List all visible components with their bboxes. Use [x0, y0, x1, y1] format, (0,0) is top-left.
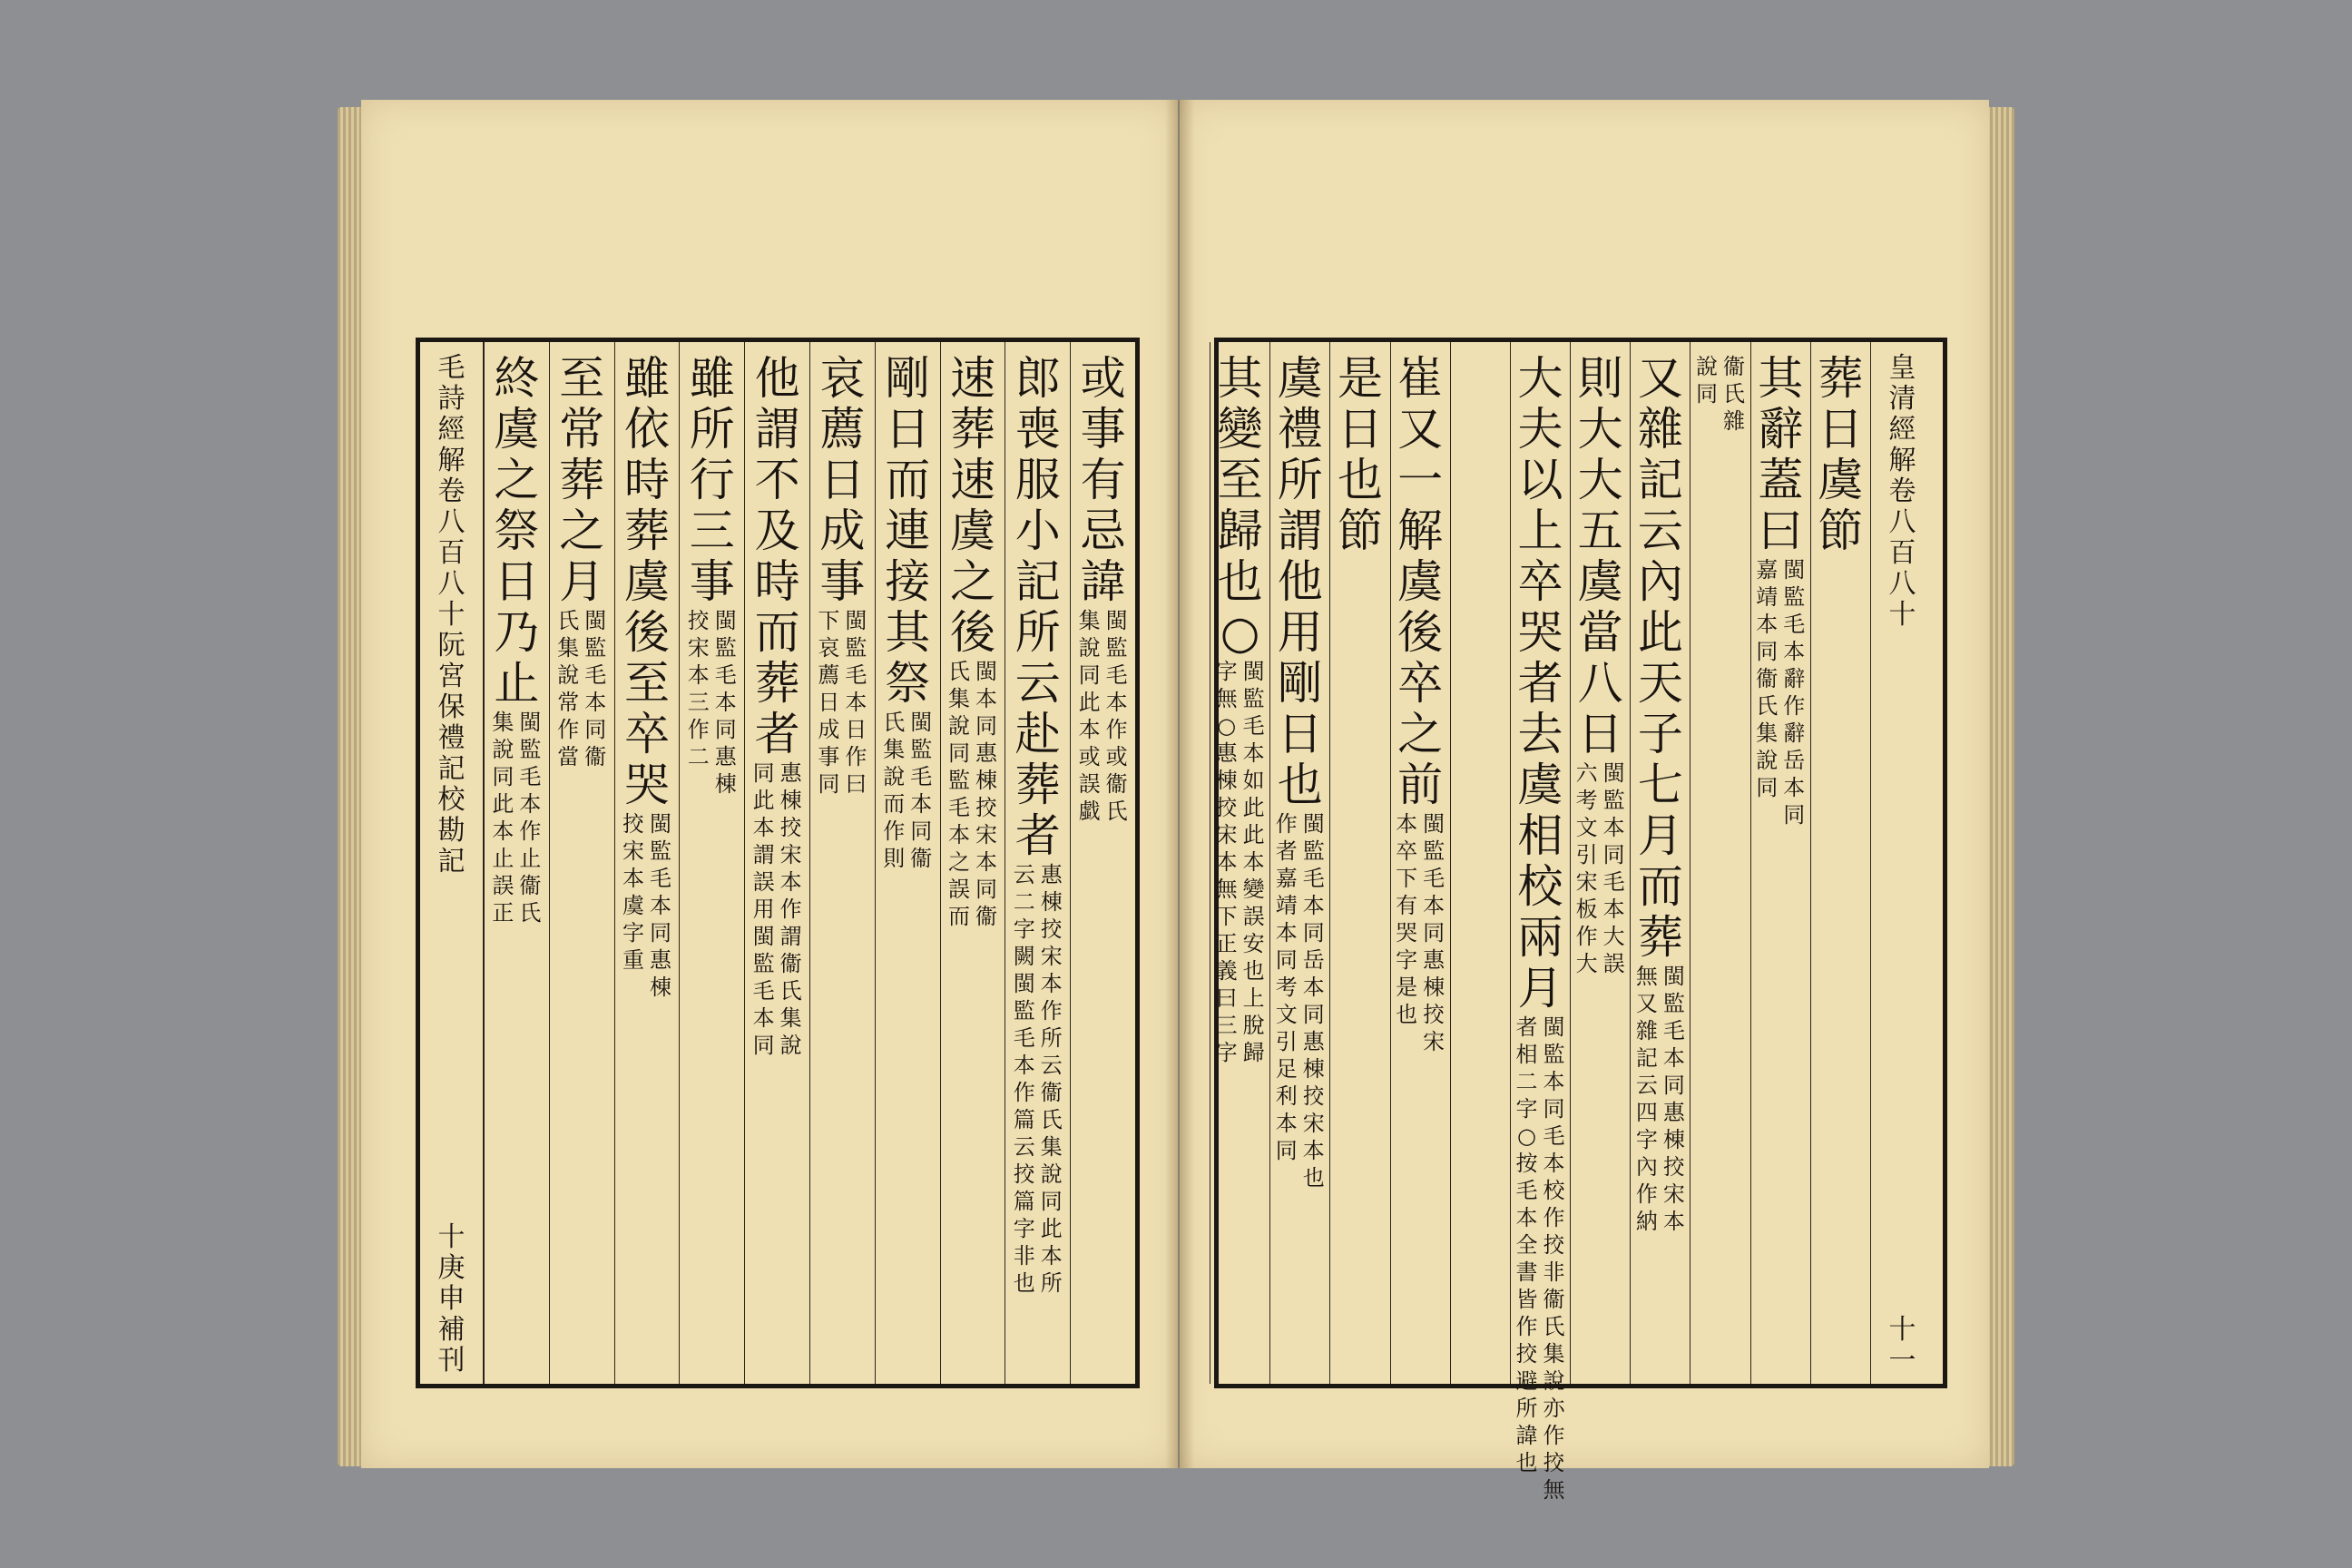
text-column: 哀 薦 日 成 事 閩 監 毛 本 日 作 曰 下 哀 薦 日 成 事 同	[809, 342, 875, 1384]
banxin-strip: 毛 詩 經 解 卷 八 百 八 十 阮 宮 保 禮 記 校 勘 記 十 庚 申 補 刊	[420, 342, 484, 1384]
annotation-note: 衞 氏 雜 說 同	[1696, 354, 1746, 434]
text-column: 其 變 至 歸 也 ○ 閩 監 毛 本 如 此 此 本 變 誤 安 也 上 脫 歸 字 無 ○ 惠 棟 挍 宋 本 無 下 正 義 曰 三 字	[1210, 342, 1269, 1384]
annotation-note: 閩 監 毛 本 同 岳 本 同 惠 棟 挍 宋 本 也 作 者 嘉 靖 本 同 考 文 引 足 利 本 同	[1275, 811, 1325, 1191]
text-column	[1450, 342, 1510, 1384]
text-column: 或 事 有 忌 諱 閩 監 毛 本 作 或 衞 氏 集 說 同 此 本 或 誤 戱	[1070, 342, 1135, 1384]
text-column: 則 大 大 五 虞 當 八 日 閩 監 本 同 毛 本 大 誤 六 考 文 引 宋 板 作 大	[1570, 342, 1630, 1384]
annotation-note: 閩 監 毛 本 作 止 衞 氏 集 說 同 此 本 止 誤 正	[492, 710, 542, 926]
text-column: 是 日 也 節	[1329, 342, 1389, 1384]
text-column: 崔 又 一 解 虞 後 卒 之 前 閩 監 毛 本 同 惠 棟 挍 宋 本 卒 下 有 哭 字 是 也	[1390, 342, 1450, 1384]
text-column	[1690, 342, 1749, 1384]
text-column: 速 葬 速 虞 之 後 閩 本 同 惠 棟 挍 宋 本 同 衞 氏 集 說 同 監 毛 本 之 誤 而	[940, 342, 1005, 1384]
text-column: 雖 依 時 葬 虞 後 至 卒 哭 閩 監 毛 本 同 惠 棟 挍 宋 本 虞 字 重	[614, 342, 680, 1384]
annotation-note: 閩 監 本 同 毛 本 大 誤 六 考 文 引 宋 板 作 大	[1575, 760, 1625, 976]
annotation-note: 閩 監 毛 本 同 衞 氏 集 說 而 作 則	[883, 710, 933, 871]
annotation-note: 閩 監 毛 本 同 惠 棟 挍 宋 本 三 作 二	[687, 608, 737, 797]
banxin-strip: 皇 清 經 解 卷 八 百 八 十 十 一	[1870, 342, 1934, 1384]
right-text-frame	[1214, 338, 1947, 1503]
annotation-note: 閩 本 同 惠 棟 挍 宋 本 同 衞 氏 集 說 同 監 毛 本 之 誤 而	[947, 659, 997, 929]
right-page	[1180, 100, 1989, 1503]
text-column: 郎 喪 服 小 記 所 云 赴 葬 者 惠 棟 挍 宋 本 作 所 云 衞 氏 集 說 同 此 本 所 云 二 字 闕 閩 監 毛 本 作 篇 云 挍 篇 字 非 也	[1004, 342, 1070, 1384]
text-column: 葬 日 虞 節	[1810, 342, 1870, 1384]
annotation-note: 閩 監 本 同 毛 本 校 作 挍 非 衞 氏 集 說 亦 作 挍 無 者 相 二 字 ○ 按 毛 本 全 書 皆 作 挍 避 所 諱 也	[1515, 1014, 1565, 1503]
annotation-note: 閩 監 毛 本 同 惠 棟 挍 宋 本 無 又 雜 記 云 四 字 內 作 納	[1635, 964, 1685, 1234]
annotation-note: 惠 棟 挍 宋 本 作 所 云 衞 氏 集 說 同 此 本 所 云 二 字 闕 閩 監 毛 本 作 篇 云 挍 篇 字 非 也	[1013, 862, 1063, 1296]
left-page	[361, 100, 1178, 1468]
text-column: 大 夫 以 上 卒 哭 者 去 虞 相 校 兩 月 閩 監 本 同 毛 本 校 作 挍 非 衞 氏 集 說 亦 作 挍 無 者 相 二 字 ○ 按 毛 本 全 書 皆 作 挍 避 所 諱 也	[1510, 342, 1570, 1384]
text-column: 又 雜 記 云 內 此 天 子 七 月 而 葬 閩 監 毛 本 同 惠 棟 挍 宋 本 無 又 雜 記 云 四 字 內 作 納	[1630, 342, 1690, 1384]
annotation-note: 閩 監 毛 本 作 或 衞 氏 集 說 同 此 本 或 誤 戱	[1078, 608, 1128, 824]
text-column: 雖 所 行 三 事 閩 監 毛 本 同 惠 棟 挍 宋 本 三 作 二	[679, 342, 744, 1384]
annotation-note: 閩 監 毛 本 同 惠 棟 挍 宋 本 虞 字 重	[622, 811, 671, 1000]
text-column: 虞 禮 所 謂 他 用 剛 日 也 閩 監 毛 本 同 岳 本 同 惠 棟 挍 宋 本 也 作 者 嘉 靖 本 同 考 文 引 足 利 本 同	[1269, 342, 1329, 1384]
book-gutter	[1165, 100, 1194, 1468]
text-column: 他 謂 不 及 時 而 葬 者 惠 棟 挍 宋 本 作 謂 衞 氏 集 說 同 此 本 謂 誤 用 閩 監 毛 本 同	[744, 342, 809, 1384]
annotation-note: 閩 監 毛 本 日 作 曰 下 哀 薦 日 成 事 同	[818, 608, 867, 797]
right-page-edges	[1987, 107, 2014, 1466]
text-column: 至 常 葬 之 月 閩 監 毛 本 同 衞 氏 集 說 常 作 當	[549, 342, 614, 1384]
text-column: 其 辭 蓋 曰 閩 監 毛 本 辭 作 辭 岳 本 同 嘉 靖 本 同 衞 氏 集 說 同	[1750, 342, 1810, 1384]
annotation-note: 惠 棟 挍 宋 本 作 謂 衞 氏 集 說 同 此 本 謂 誤 用 閩 監 毛 本 同	[752, 760, 802, 1058]
text-column: 剛 日 而 連 接 其 祭 閩 監 毛 本 同 衞 氏 集 說 而 作 則	[875, 342, 940, 1384]
annotation-note: 閩 監 毛 本 同 衞 氏 集 說 常 作 當	[557, 608, 607, 769]
open-book	[338, 89, 2014, 1503]
left-text-frame	[416, 338, 1140, 1388]
text-column: 終 虞 之 祭 日 乃 止 閩 監 毛 本 作 止 衞 氏 集 說 同 此 本 止 誤 正	[484, 342, 549, 1384]
annotation-note: 閩 監 毛 本 同 惠 棟 挍 宋 本 卒 下 有 哭 字 是 也	[1396, 811, 1446, 1054]
annotation-note: 閩 監 毛 本 如 此 此 本 變 誤 安 也 上 脫 歸 字 無 ○ 惠 棟 挍 宋 本 無 下 正 義 曰 三 字	[1215, 659, 1265, 1065]
annotation-note: 閩 監 毛 本 辭 作 辭 岳 本 同 嘉 靖 本 同 衞 氏 集 說 同	[1756, 557, 1806, 828]
